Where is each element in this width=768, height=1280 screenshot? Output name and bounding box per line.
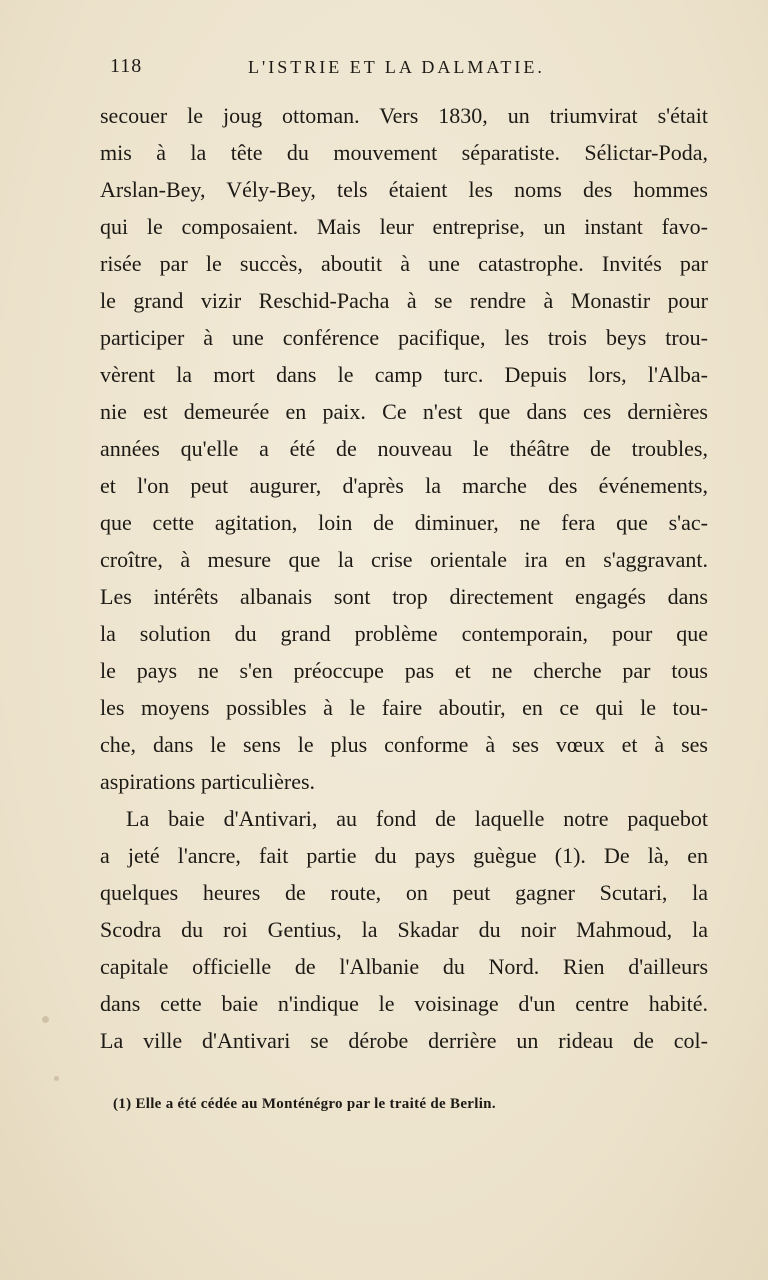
paper-stain: [54, 1076, 59, 1081]
text-line: les moyens possibles à le faire aboutir, en ce qui le tou-: [100, 695, 708, 720]
text-line: le grand vizir Reschid-Pacha à se rendre à Monastir pour: [100, 288, 708, 313]
text-line: che, dans le sens le plus conforme à ses vœux et à ses: [100, 732, 708, 757]
text-line: et l'on peut augurer, d'après la marche des événements,: [100, 473, 708, 498]
paragraph-start-line: La baie d'Antivari, au fond de laquelle notre paquebot: [126, 806, 708, 831]
paragraph-end-line: aspirations particulières.: [100, 769, 316, 794]
text-line: Arslan-Bey, Vély-Bey, tels étaient les noms des hommes: [100, 177, 708, 202]
text-line: croître, à mesure que la crise orientale ira en s'aggravant.: [100, 547, 708, 572]
text-line: années qu'elle a été de nouveau le théâtre de troubles,: [100, 436, 708, 461]
text-line: secouer le joug ottoman. Vers 1830, un triumvirat s'était: [100, 103, 708, 128]
text-line: a jeté l'ancre, fait partie du pays guègue (1). De là, en: [100, 843, 708, 868]
text-line: participer à une conférence pacifique, les trois beys trou-: [100, 325, 708, 350]
page-number: 118: [110, 55, 143, 77]
running-head: [0, 55, 768, 85]
text-line: la solution du grand problème contemporain, pour que: [100, 621, 708, 646]
text-line: qui le composaient. Mais leur entreprise, un instant favo-: [100, 214, 708, 239]
text-line: capitale officielle de l'Albanie du Nord. Rien d'ailleurs: [100, 954, 708, 979]
footnote: (1) Elle a été cédée au Monténégro par le traité de Berlin.: [113, 1096, 496, 1112]
text-line: mis à la tête du mouvement séparatiste. Sélictar-Poda,: [100, 140, 708, 165]
text-line: vèrent la mort dans le camp turc. Depuis lors, l'Alba-: [100, 362, 708, 387]
text-line: quelques heures de route, on peut gagner Scutari, la: [100, 880, 708, 905]
text-line: le pays ne s'en préoccupe pas et ne cherche par tous: [100, 658, 708, 683]
paper-stain: [42, 1016, 49, 1023]
body-text: [100, 97, 708, 1059]
running-title: L'ISTRIE ET LA DALMATIE.: [248, 57, 545, 77]
text-line: Les intérêts albanais sont trop directement engagés dans: [100, 584, 708, 609]
text-line: que cette agitation, loin de diminuer, ne fera que s'ac-: [100, 510, 708, 535]
text-line: Scodra du roi Gentius, la Skadar du noir Mahmoud, la: [100, 917, 708, 942]
text-line: La ville d'Antivari se dérobe derrière un rideau de col-: [100, 1028, 708, 1053]
text-line: nie est demeurée en paix. Ce n'est que dans ces dernières: [100, 399, 708, 424]
text-line: dans cette baie n'indique le voisinage d'un centre habité.: [100, 991, 708, 1016]
text-line: risée par le succès, aboutit à une catastrophe. Invités par: [100, 251, 708, 276]
